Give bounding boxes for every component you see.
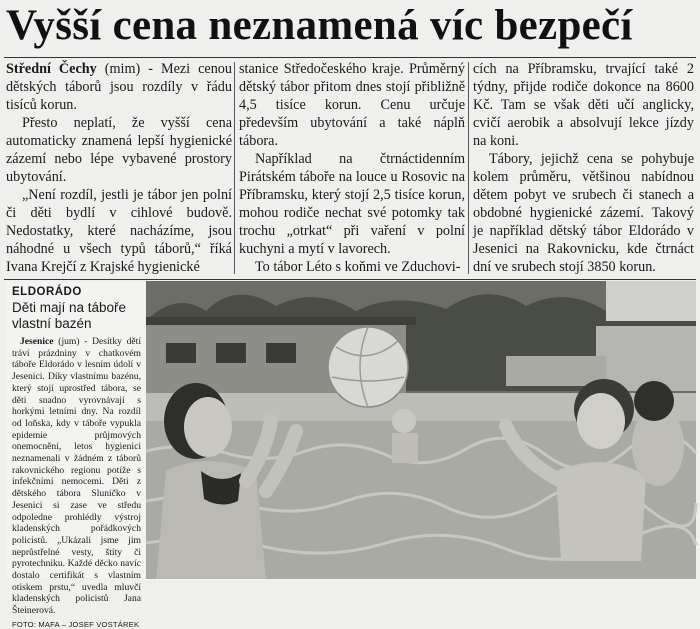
sidebar-kicker: ELDORÁDO: [12, 286, 82, 298]
sky-patch: [606, 281, 696, 321]
beach-ball: [328, 327, 408, 407]
headline-rule: [4, 57, 696, 58]
paragraph: „Není rozdíl, jestli je tábor jen polní či děti bydlí v cihlové budově. Nedostatky, které nacházíme, jsou náhodné u všech typů táborů,“ říká Ivana Krejčí z Krajské hygienické: [6, 187, 232, 275]
paragraph: Tábory, jejichž cena se pohybuje kolem průměru, většinou nabídnou dětem pobyt ve srubech či stanech a obdobné hygienické zázemí. Takový je například dětský tábor Eldorádo v Jesenici na Rakovnicku, kde čtrnáct dní ve srubech stojí 3850 korun.: [473, 151, 694, 275]
sidebar-location: Jesenice: [20, 336, 54, 347]
cabin-roof: [146, 317, 416, 325]
swimming-pool-photo: [146, 281, 696, 579]
lead-paragraph: [6, 60, 232, 114]
column-rule: [234, 62, 235, 274]
section-rule: [4, 279, 696, 280]
paragraph: Například na čtrnáctidenním Pirátském táboře na louce u Rosovic na Příbramsku, který stojí 2,5 tisíce korun, mohou rodiče nechat své potomky tak trochu „otrkat“ při vaření v polní kuchyni a mytí v lavorech.: [239, 151, 465, 257]
paragraph: stanice Středočeského kraje. Průměrný dětský tábor přitom dnes stojí přibližně 4,5 tisíce korun. Cenu určuje především ubytování a také náplň tábora.: [239, 61, 465, 149]
lead-text: (mim) - Mezi cenou dětských táborů jsou rozdíly v řádu tisíců korun.: [6, 61, 232, 113]
second-boy-head: [634, 381, 674, 421]
lead-location: Střední Čechy: [6, 61, 97, 77]
boy-body: [556, 462, 646, 561]
child-head: [392, 409, 416, 433]
headline: Vyšší cena neznamená víc bezpečí: [6, 2, 633, 49]
sidebar-body: [6, 336, 145, 617]
article-column-2: [239, 60, 465, 276]
fence: [506, 356, 606, 386]
paragraph: Přesto neplatí, že vyšší cena automaticky znamená lepší hygienické zázemí nebo lépe vybavené prostory ubytování.: [6, 115, 232, 185]
boy-face: [577, 393, 625, 449]
girl-face: [184, 397, 232, 457]
article-column-3: [473, 60, 694, 276]
photo-illustration: [146, 281, 696, 579]
column-rule: [468, 62, 469, 274]
child-body: [392, 433, 418, 463]
article-column-1: [6, 60, 232, 276]
paragraph: cích na Příbramsku, trvající také 2 týdny, přijde rodiče dokonce na 8600 Kč. Tam se však děti učí anglicky, cvičí aerobik a absolvují lekce jízdy na koni.: [473, 61, 694, 149]
sidebar-box: [6, 282, 145, 629]
window: [216, 343, 246, 363]
paragraph: To tábor Léto s koňmi ve Zduchovi-: [255, 259, 461, 275]
window: [266, 343, 296, 363]
sidebar-subhead: Děti mají na táboře vlastní bazén: [12, 300, 127, 331]
photo-credit: FOTO: MAFA – JOSEF VOSTÁREK: [12, 619, 140, 629]
sidebar-text: (jum) - Desítky dětí tráví prázdniny v chatkovém táboře Eldorádo v lesním údolí v Jesenici. Díky vlastnímu bazénu, který stojí uprostřed tábora, se děti snadno vyrovnávají s horkými letními dny. Na rozdíl od loňska, kdy v táboře vypukla epidemie průjmových onemocnění, letos hygienici neznamenali v žádném z táborů rakovnického regionu potíže s infekčními nemocemi. Děti z dětského tábora Sluníčko v Jesenici si zase ve středu odpoledne prohlédly výstroj kladenských pořádkových policistů. „Ukázali jsme jim neprůstřelné vesty, štíty či pyrotechniku. Každé děcko navíc dostalo certifikát s vlastním otiskem prstu,“ uvedla mluvčí kladenských policistů Jana Šteinerová.: [12, 336, 141, 617]
window: [166, 343, 196, 363]
